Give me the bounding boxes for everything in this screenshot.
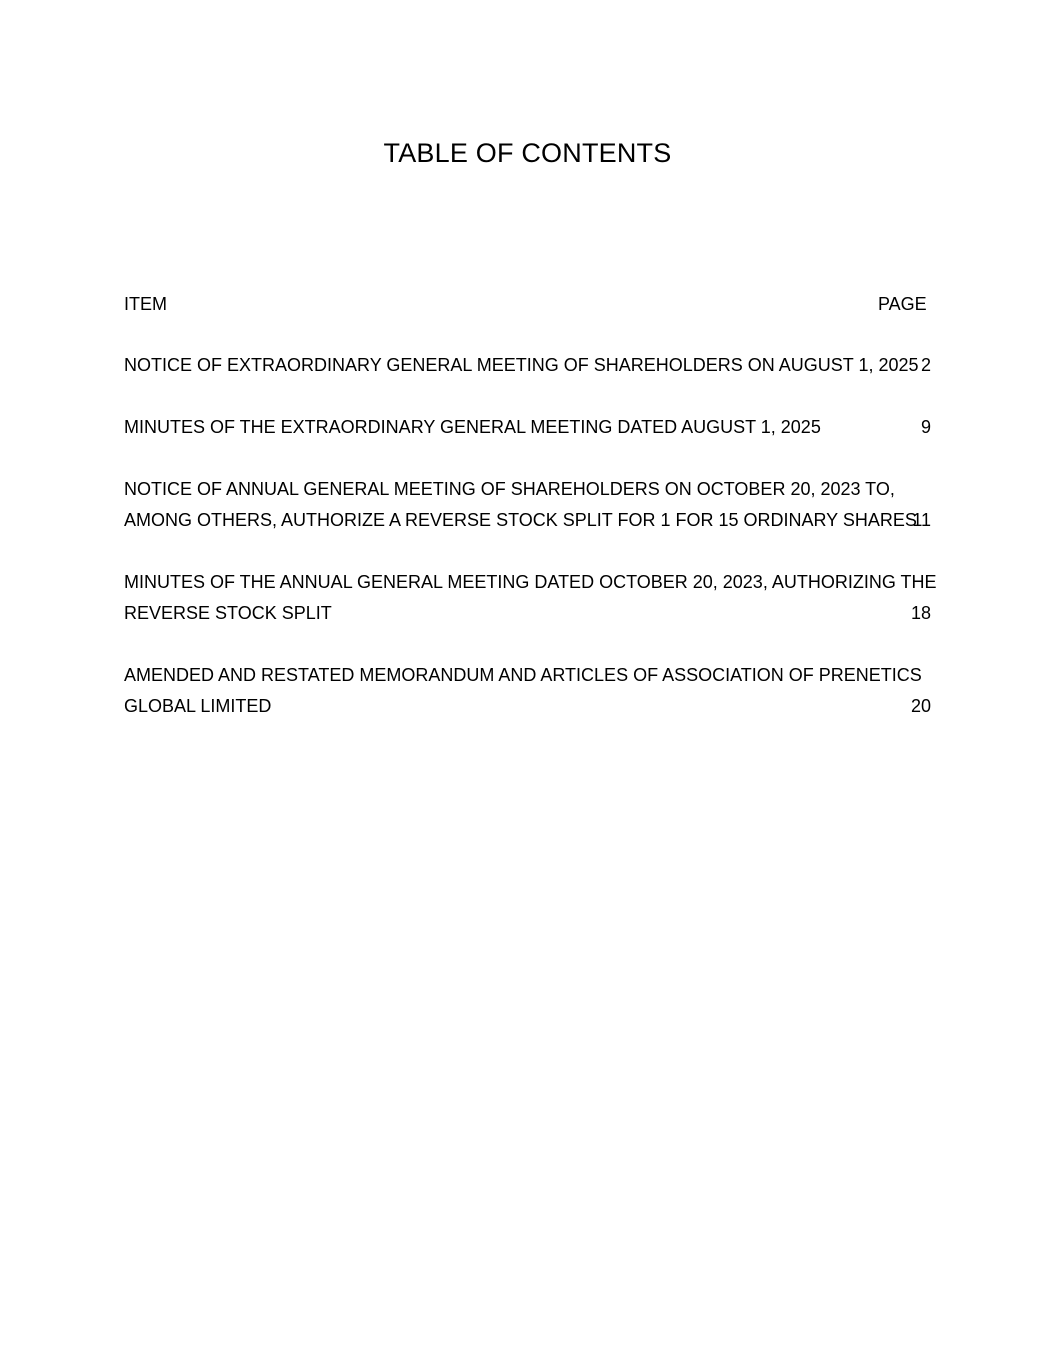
toc-entry[interactable] bbox=[124, 474, 1024, 536]
toc-entry-title-line: AMONG OTHERS, AUTHORIZE A REVERSE STOCK SPLIT FOR 1 FOR 15 ORDINARY SHARES bbox=[124, 510, 917, 530]
toc-entry-title-line: NOTICE OF EXTRAORDINARY GENERAL MEETING OF SHAREHOLDERS ON AUGUST 1, 2025 bbox=[124, 355, 919, 375]
toc-entry-page-number: 20 bbox=[910, 696, 931, 716]
toc-entry[interactable] bbox=[124, 412, 1024, 443]
toc-entry-page-number: 11 bbox=[912, 510, 931, 530]
item-column-header: ITEM bbox=[124, 294, 167, 314]
toc-entry-title-line: MINUTES OF THE EXTRAORDINARY GENERAL MEETING DATED AUGUST 1, 2025 bbox=[124, 417, 821, 437]
toc-entry-page-number: 9 bbox=[920, 417, 931, 437]
toc-entry[interactable] bbox=[124, 350, 1024, 381]
toc-entry-title-line: NOTICE OF ANNUAL GENERAL MEETING OF SHAREHOLDERS ON OCTOBER 20, 2023 TO, bbox=[124, 479, 895, 499]
toc-entry-page-number: 18 bbox=[910, 603, 931, 623]
toc-entry-title-line: REVERSE STOCK SPLIT bbox=[124, 603, 332, 623]
toc-entry-title-line: MINUTES OF THE ANNUAL GENERAL MEETING DATED OCTOBER 20, 2023, AUTHORIZING THE bbox=[124, 572, 937, 592]
toc-entry-title-line: GLOBAL LIMITED bbox=[124, 696, 272, 716]
page-column-header: PAGE bbox=[878, 294, 927, 314]
toc-entry[interactable] bbox=[124, 660, 1024, 722]
page-title: TABLE OF CONTENTS bbox=[383, 138, 672, 168]
toc-entry-page-number: 2 bbox=[920, 355, 931, 375]
toc-entry-title-line: AMENDED AND RESTATED MEMORANDUM AND ARTICLES OF ASSOCIATION OF PRENETICS bbox=[124, 665, 922, 685]
toc-entry[interactable] bbox=[124, 567, 1024, 629]
